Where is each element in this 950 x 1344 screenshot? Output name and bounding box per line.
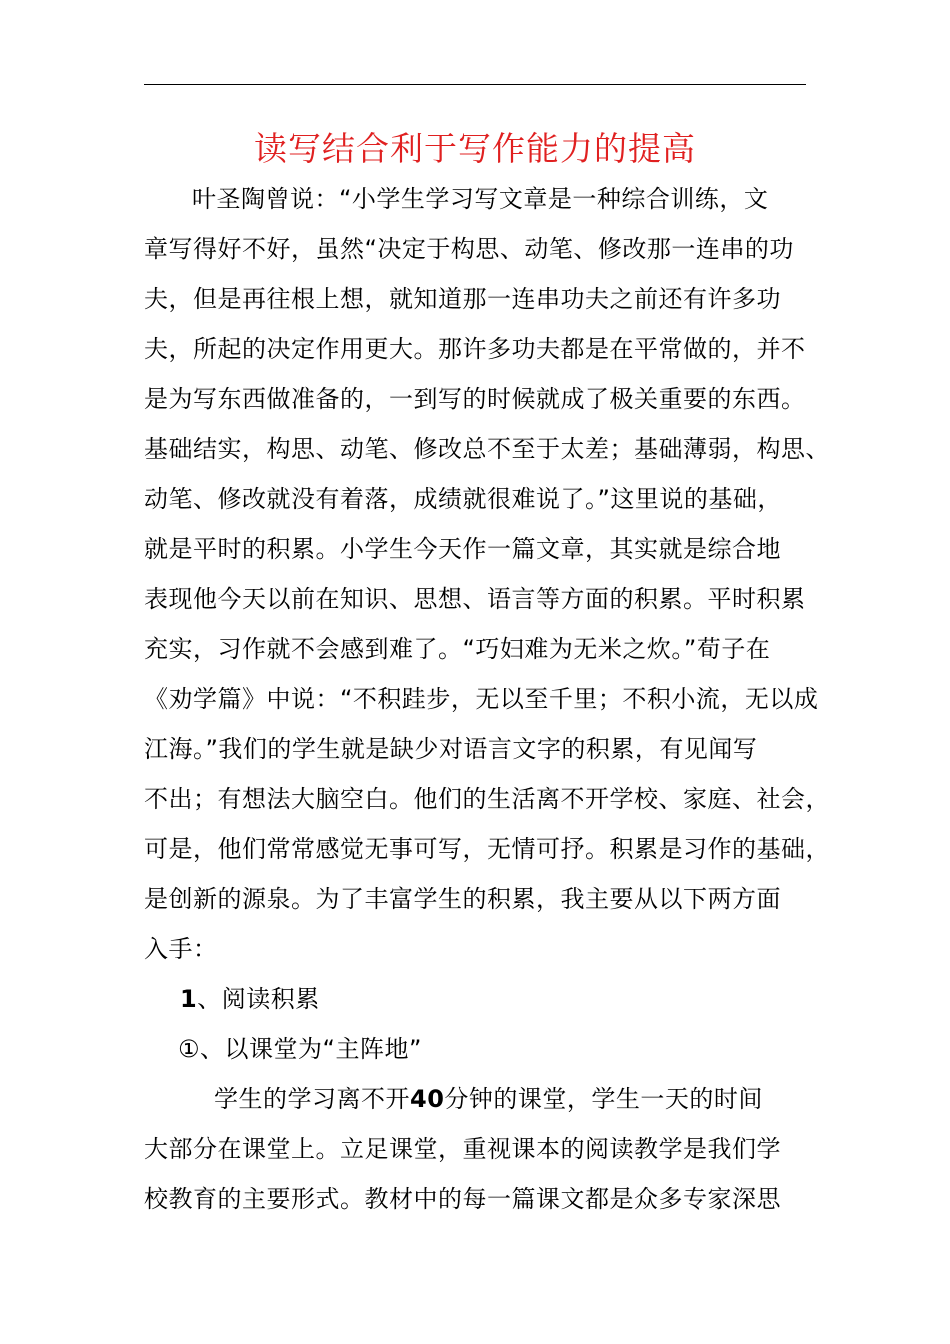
text-line: 《劝学篇》中说：“不积跬步，无以至千里；不积小流，无以成 [144, 685, 819, 713]
document-body [144, 174, 830, 1224]
text-line: 夫，所起的决定作用更大。那许多功夫都是在平常做的，并不 [144, 335, 806, 363]
text-line: 充实，习作就不会感到难了。“巧妇难为无米之炊。”荀子在 [144, 635, 771, 663]
text-line: 是为写东西做准备的，一到写的时候就成了极关重要的东西。 [144, 385, 806, 413]
text-line: 动笔、修改就没有着落，成绩就很难说了。”这里说的基础， [144, 485, 782, 513]
paragraph-1 [144, 174, 830, 974]
text-line: 叶圣陶曾说：“小学生学习写文章是一种综合训练，文 [192, 185, 769, 213]
heading-line [144, 974, 810, 1024]
section-heading-2 [144, 1024, 810, 1074]
text-line: 表现他今天以前在知识、思想、语言等方面的积累。平时积累 [144, 585, 806, 613]
text-line [144, 1074, 810, 1124]
text-line: 章写得好不好，虽然“决定于构思、动笔、修改那一连串的功 [144, 235, 794, 263]
text-segment: 学生的学习离不开 [214, 1085, 410, 1113]
text-line: 入手： [144, 935, 218, 963]
paragraph-2 [144, 1074, 810, 1224]
text-line: 夫，但是再往根上想，就知道那一连串功夫之前还有许多功 [144, 285, 781, 313]
section-heading-1 [144, 974, 810, 1024]
text-line: 就是平时的积累。小学生今天作一篇文章，其实就是综合地 [144, 535, 781, 563]
heading-number: 1 [180, 985, 198, 1013]
header-rule [144, 84, 806, 85]
text-line: 不出；有想法大脑空白。他们的生活离不开学校、家庭、社会， [144, 785, 830, 813]
text-line: 大部分在课堂上。立足课堂，重视课本的阅读教学是我们学 [144, 1135, 781, 1163]
text-line: 可是，他们常常感觉无事可写，无情可抒。积累是习作的基础， [144, 835, 830, 863]
text-segment: 分钟的课堂，学生一天的时间 [444, 1085, 763, 1113]
text-line: 江海。”我们的学生就是缺少对语言文字的积累，有见闻写 [144, 735, 758, 763]
minutes-number: 40 [410, 1085, 445, 1113]
document-title: 读写结合利于写作能力的提高 [254, 129, 696, 168]
heading-text: 、阅读积累 [197, 985, 320, 1013]
text-line: 基础结实，构思、动笔、修改总不至于太差；基础薄弱，构思、 [144, 435, 830, 463]
heading-line: ①、以课堂为“主阵地” [178, 1035, 422, 1063]
text-line: 是创新的源泉。为了丰富学生的积累，我主要从以下两方面 [144, 885, 781, 913]
text-line: 校教育的主要形式。教材中的每一篇课文都是众多专家深思 [144, 1185, 781, 1213]
